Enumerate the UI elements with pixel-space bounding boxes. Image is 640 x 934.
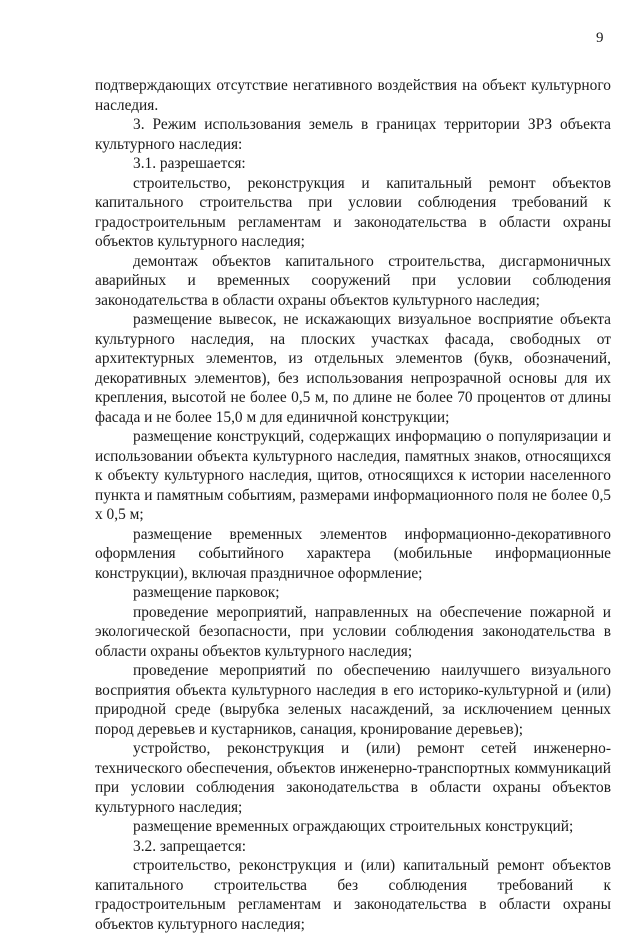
paragraph-section-3-heading: 3. Режим использования земель в границах территории ЗРЗ объекта культурного наследия:	[95, 116, 611, 153]
paragraph-continuation: подтверждающих отсутствие негативного воздействия на объект культурного наследия.	[95, 77, 611, 114]
paragraph-3-1-permitted: 3.1. разрешается:	[133, 155, 246, 172]
document-body	[95, 76, 611, 934]
paragraph-demolition: демонтаж объектов капитального строительства, дисгармоничных аварийных и временных сооружений при условии соблюдения законодательства в области охраны объектов культурного наследия;	[95, 252, 611, 309]
paragraph-decorative-elements: размещение временных элементов информационно-декоративного оформления событийного характера (мобильные информационные конструкции), включая праздничное оформление;	[95, 525, 611, 582]
paragraph-info-structures: размещение конструкций, содержащих информацию о популяризации и использовании объекта культурного наследия, памятных знаков, относящихся к объекту культурного наследия, щитов, относящихся к истории населенного пункта и памятным событиям, размерами информационного поля не более 0,5 х 0,5 м;	[95, 428, 611, 523]
paragraph-fire-safety: проведение мероприятий, направленных на обеспечение пожарной и экологической безопасности, при условии соблюдения законодательства в области охраны объектов культурного наследия;	[95, 603, 611, 660]
paragraph-parking: размещение парковок;	[133, 584, 280, 601]
paragraph-construction: строительство, реконструкция и капитальный ремонт объектов капитального строительства при условии соблюдения требований к градостроительным регламентам и законодательства в области охраны объектов культурного наследия;	[95, 174, 611, 250]
paragraph-signage: размещение вывесок, не искажающих визуальное восприятие объекта культурного наследия, на плоских участках фасада, свободных от архитектурных элементов, из отдельных элементов (букв, обозначений, декоративных элементов), без использования непрозрачной основы для их крепления, высотой не более 0,5 м, по длине не более 70 процентов от длины фасада и не более 15,0 м для единичной конструкции;	[95, 311, 611, 426]
paragraph-engineering-networks: устройство, реконструкция и (или) ремонт сетей инженерно-технического обеспечения, объектов инженерно-транспортных коммуникаций при условии соблюдения законодательства в области охраны объектов культурного наследия;	[95, 740, 611, 816]
paragraph-prohibited-construction: строительство, реконструкция и (или) капитальный ремонт объектов капитального строительства без соблюдения требований к градостроительным регламентам и законодательства в области охраны объектов культурного наследия;	[95, 857, 611, 933]
paragraph-3-2-prohibited: 3.2. запрещается:	[133, 837, 247, 855]
page-number: 9	[596, 30, 604, 46]
paragraph-temporary-fencing: размещение временных ограждающих строительных конструкций;	[133, 818, 574, 835]
paragraph-visual-perception: проведение мероприятий по обеспечению наилучшего визуального восприятия объекта культурного наследия в его историко-культурной и (или) природной среде (вырубка зеленых насаждений, за исключением ценных пород деревьев и кустарников, санация, кронирование деревьев);	[95, 662, 611, 738]
